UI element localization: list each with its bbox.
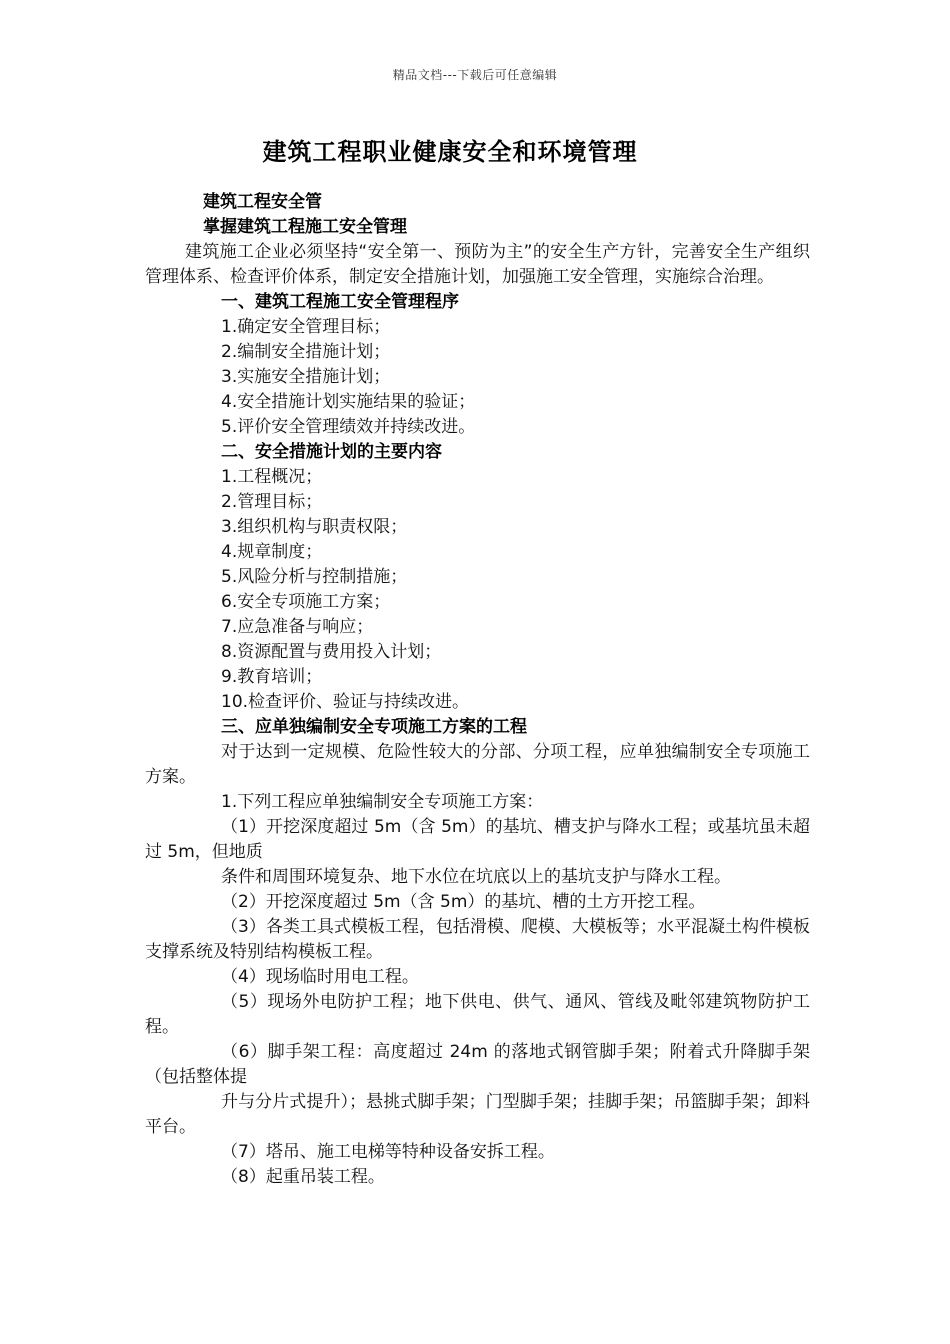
section3-list-intro: 1.下列工程应单独编制安全专项施工方案：: [221, 792, 544, 812]
heading-construction-safety: 掌握建筑工程施工安全管理: [203, 217, 407, 237]
list-item: 3.实施安全措施计划；: [221, 367, 391, 387]
list-item: 7.应急准备与响应；: [221, 617, 374, 637]
item-7: （7）塔吊、施工电梯等特种设备安拆工程。: [221, 1142, 555, 1162]
item-1-continuation: 条件和周围环境复杂、地下水位在坑底以上的基坑支护与降水工程。: [221, 867, 731, 887]
section1-title: 一、建筑工程施工安全管理程序: [221, 292, 459, 312]
list-item: 2.编制安全措施计划；: [221, 342, 391, 362]
list-item: 8.资源配置与费用投入计划；: [221, 642, 442, 662]
list-item: 9.教育培训；: [221, 667, 323, 687]
item-1-first-part: [145, 815, 810, 865]
item-6-first-part: [145, 1040, 810, 1090]
heading-safety-management: 建筑工程安全管: [203, 192, 322, 212]
section3-title: 三、应单独编制安全专项施工方案的工程: [221, 717, 527, 737]
list-item: 1.确定安全管理目标；: [221, 317, 391, 337]
page-header: 精品文档---下载后可任意编辑: [392, 68, 558, 82]
list-item: 4.规章制度；: [221, 542, 323, 562]
item-5-text: （5）现场外电防护工程；地下供电、供气、通风、管线及毗邻建筑物防护工程。: [145, 992, 810, 1037]
item-1-text: （1）开挖深度超过 5m（含 5m）的基坑、槽支护与降水工程；或基坑虽未超过 5m，但地质: [145, 817, 810, 862]
list-item: 6.安全专项施工方案；: [221, 592, 391, 612]
item-6-continuation: [145, 1090, 810, 1140]
section3-paragraph: [145, 740, 810, 790]
list-item: 5.评价安全管理绩效并持续改进。: [221, 417, 476, 437]
list-item: 3.组织机构与职责权限；: [221, 517, 408, 537]
item-6-text: （6）脚手架工程：高度超过 24m 的落地式钢管脚手架；附着式升降脚手架（包括整体提: [145, 1042, 810, 1087]
document-title: 建筑工程职业健康安全和环境管理: [262, 138, 638, 166]
item-3: [145, 915, 810, 965]
item-3-text: （3）各类工具式模板工程，包括滑模、爬模、大模板等；水平混凝土构件模板支撑系统及特别结构模板工程。: [145, 917, 810, 962]
list-item: 2.管理目标；: [221, 492, 323, 512]
intro-text: 建筑施工企业必须坚持“安全第一、预防为主”的安全生产方针，完善安全生产组织管理体系、检查评价体系，制定安全措施计划，加强施工安全管理，实施综合治理。: [145, 242, 810, 287]
list-item: 1.工程概况；: [221, 467, 323, 487]
intro-paragraph: [145, 240, 810, 290]
section3-paragraph-text: 对于达到一定规模、危险性较大的分部、分项工程，应单独编制安全专项施工方案。: [145, 742, 810, 787]
item-8: （8）起重吊装工程。: [221, 1167, 385, 1187]
item-5: [145, 990, 810, 1040]
list-item: 5.风险分析与控制措施；: [221, 567, 408, 587]
item-4: （4）现场临时用电工程。: [221, 967, 419, 987]
item-2: （2）开挖深度超过 5m（含 5m）的基坑、槽的土方开挖工程。: [221, 892, 706, 912]
list-item: 4.安全措施计划实施结果的验证；: [221, 392, 476, 412]
item-6-continuation-text: 升与分片式提升）；悬挑式脚手架；门型脚手架；挂脚手架；吊篮脚手架；卸料平台。: [145, 1092, 810, 1137]
section2-title: 二、安全措施计划的主要内容: [221, 442, 442, 462]
document-body: [145, 190, 810, 1190]
list-item: 10.检查评价、验证与持续改进。: [221, 692, 470, 712]
